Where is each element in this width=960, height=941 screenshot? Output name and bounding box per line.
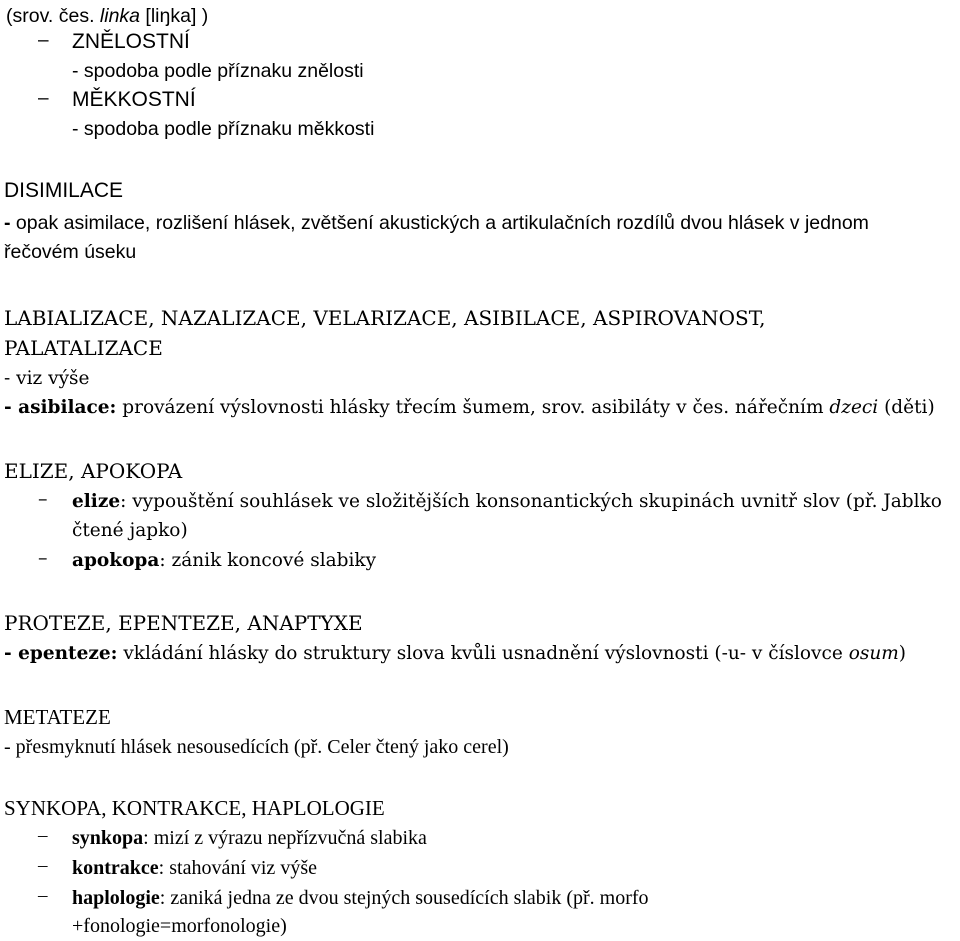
haplologie-item-cont: +fonologie=morfonologie) xyxy=(72,915,287,937)
disimilace-line-1 xyxy=(4,211,869,235)
dash-bullet: – xyxy=(38,88,49,109)
dash-bullet: – xyxy=(38,547,48,569)
synkopa-text: : mizí z výrazu nepřízvučná slabika xyxy=(143,827,427,849)
elize-term: elize xyxy=(72,491,121,512)
asibilace-term: - asibilace: xyxy=(4,397,117,418)
dash-bullet: – xyxy=(38,855,48,876)
dash-bullet: – xyxy=(38,885,48,906)
asibilace-text: provázení výslovnosti hlásky třecím šumem, srov. asibiláty v čes. nářečním xyxy=(116,397,830,418)
kontrakce-text: : stahování viz výše xyxy=(158,857,317,879)
synkopa-item xyxy=(72,826,427,850)
assimilation-desc: - spodoba podle příznaku měkkosti xyxy=(72,118,375,140)
epenteze-line xyxy=(4,642,906,666)
asibilace-line xyxy=(4,396,935,420)
apokopa-term: apokopa xyxy=(72,550,160,571)
top-line xyxy=(6,4,208,28)
section-heading-proteze: PROTEZE, EPENTEZE, ANAPTYXE xyxy=(4,611,363,635)
labializace-viz: - viz výše xyxy=(4,368,90,389)
elize-text: : vypouštění souhlásek ve složitějších konsonantických skupinách uvnitř slov (př. Jablko xyxy=(120,491,942,512)
elize-item xyxy=(72,490,942,514)
epenteze-end: ) xyxy=(898,643,907,664)
kontrakce-item xyxy=(72,856,317,880)
disimilace-bullet: - xyxy=(4,212,11,234)
haplologie-text: : zaniká jedna ze dvou stejných sousedících slabik (př. morfo xyxy=(159,887,649,909)
section-heading-metateze: METATEZE xyxy=(4,705,111,729)
haplologie-term: haplologie xyxy=(72,887,160,909)
section-heading-labializace-2: PALATALIZACE xyxy=(4,336,163,360)
elize-item-cont: čtené japko) xyxy=(72,520,188,541)
epenteze-term: - epenteze: xyxy=(4,643,118,664)
epenteze-italic-word: osum xyxy=(848,643,899,664)
epenteze-text: vkládání hlásky do struktury slova kvůli usnadnění výslovnosti (-u- v číslovce xyxy=(117,643,849,664)
disimilace-line-2: řečovém úseku xyxy=(4,241,137,263)
section-heading-labializace-1: LABIALIZACE, NAZALIZACE, VELARIZACE, ASIBILACE, ASPIROVANOST, xyxy=(4,306,766,330)
asibilace-italic-word: dzeci xyxy=(829,397,879,418)
section-heading-elize: ELIZE, APOKOPA xyxy=(4,459,183,483)
assimilation-heading: MĚKKOSTNÍ xyxy=(72,88,196,111)
apokopa-item xyxy=(72,549,376,573)
assimilation-heading: ZNĚLOSTNÍ xyxy=(72,30,190,53)
top-line-prefix: (srov. čes. xyxy=(6,5,100,27)
assimilation-desc: - spodoba podle příznaku znělosti xyxy=(72,60,364,82)
apokopa-text: : zánik koncové slabiky xyxy=(159,550,377,571)
top-line-suffix: [liŋka] ) xyxy=(140,5,209,27)
section-heading-disimilace: DISIMILACE xyxy=(4,179,124,202)
asibilace-end: (děti) xyxy=(878,397,935,418)
section-heading-synkopa: SYNKOPA, KONTRAKCE, HAPLOLOGIE xyxy=(4,796,385,820)
disimilace-text: opak asimilace, rozlišení hlásek, zvětšení akustických a artikulačních rozdílů dvou hlásek v jednom xyxy=(10,212,869,234)
synkopa-term: synkopa xyxy=(72,827,144,849)
kontrakce-term: kontrakce xyxy=(72,857,159,879)
dash-bullet: – xyxy=(38,488,48,510)
top-line-italic-word: linka xyxy=(99,5,141,27)
dash-bullet: – xyxy=(38,825,48,846)
metateze-line: - přesmyknutí hlásek nesousedících (př. Celer čtený jako cerel) xyxy=(4,736,509,758)
dash-bullet: – xyxy=(38,30,49,51)
haplologie-item xyxy=(72,886,649,910)
